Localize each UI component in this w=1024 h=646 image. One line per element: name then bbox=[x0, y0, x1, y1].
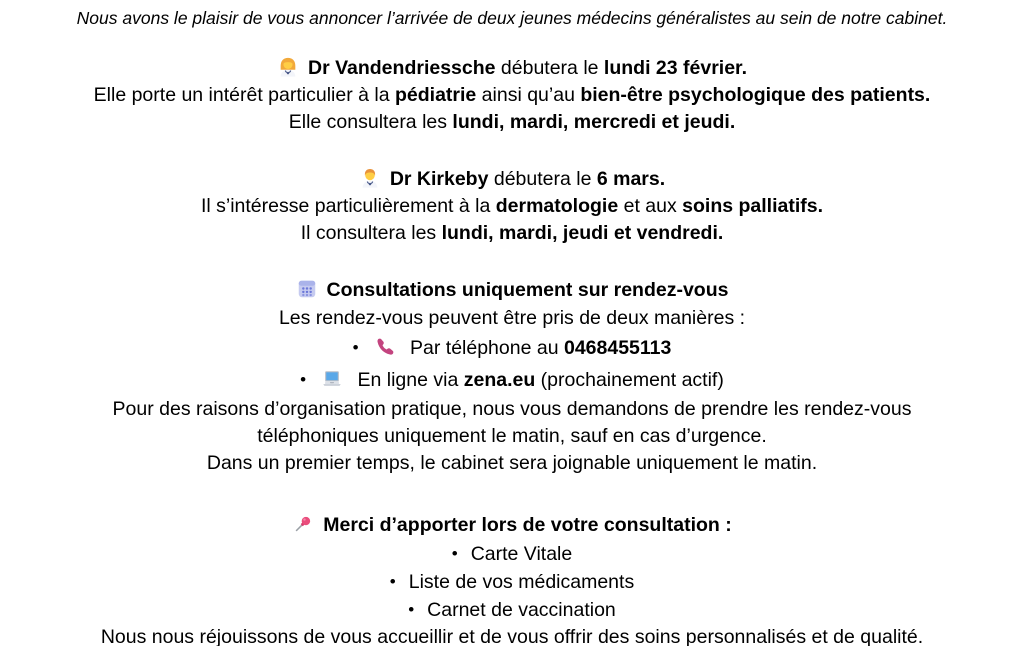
phone-hours-note: Pour des raisons d’organisation pratique, nous vous demandons de prendre les rendez-vous téléphoniques uniquement le matin, sauf en cas d’urgence. bbox=[112, 398, 912, 447]
telephone-receiver-icon bbox=[374, 336, 396, 358]
bullet-point: • bbox=[389, 572, 396, 591]
doctor2-debut-date: 6 mars. bbox=[596, 168, 666, 190]
closing-line: Nous nous réjouissons de vous accueillir et de vous offrir des soins personnalisés et de qualité. bbox=[100, 626, 924, 646]
bullet-point: • bbox=[408, 600, 415, 619]
appointments-heading: Consultations uniquement sur rendez-vous bbox=[0, 276, 1024, 305]
doctor1-name: Dr Vandendriessche bbox=[308, 57, 496, 79]
doctor1-interest-line: Elle porte un intérêt particulier à la pédiatrie ainsi qu’au bien-être psychologique des patients. bbox=[93, 84, 931, 106]
phone-option-line: • Par téléphone au 0468455113 bbox=[0, 332, 1024, 364]
doctor1-debut-line bbox=[0, 55, 1024, 82]
bring-heading: Merci d’apporter lors de votre consultation : bbox=[0, 511, 1024, 540]
pushpin-icon bbox=[292, 513, 314, 535]
doctor1-debut-date: lundi 23 février. bbox=[603, 57, 747, 79]
doctor2-debut-text: débutera le bbox=[488, 168, 597, 190]
phone-number: 0468455113 bbox=[563, 337, 672, 359]
online-site: zena.eu bbox=[463, 369, 536, 391]
intro-line: Nous avons le plaisir de vous annoncer l’arrivée de deux jeunes médecins généralistes au sein de notre cabinet. bbox=[76, 8, 948, 28]
bring-section bbox=[0, 511, 1024, 646]
doctor2-debut-line bbox=[0, 166, 1024, 193]
doctor1-debut-text: débutera le bbox=[495, 57, 604, 79]
woman-health-worker-icon bbox=[277, 56, 299, 78]
doctor1-schedule-line: Elle consultera les lundi, mardi, mercredi et jeudi. bbox=[288, 111, 736, 133]
doctor1-section bbox=[0, 55, 1024, 136]
online-option-line: • En ligne via zena.eu (prochainement actif) bbox=[0, 364, 1024, 396]
doctor1-interest-1: pédiatrie bbox=[394, 84, 477, 106]
appointments-subheading: Les rendez-vous peuvent être pris de deux manières : bbox=[278, 307, 746, 329]
bullet-point: • bbox=[300, 370, 307, 389]
doctor2-interest-1: dermatologie bbox=[495, 195, 619, 217]
availability-note: Dans un premier temps, le cabinet sera joignable uniquement le matin. bbox=[206, 452, 818, 474]
doctor2-section bbox=[0, 166, 1024, 247]
laptop-icon bbox=[321, 368, 343, 390]
doctor1-schedule-days: lundi, mardi, mercredi et jeudi. bbox=[452, 111, 736, 133]
doctor2-interest-line: Il s’intéresse particulièrement à la dermatologie et aux soins palliatifs. bbox=[200, 195, 824, 217]
man-health-worker-icon bbox=[359, 167, 381, 189]
bullet-point: • bbox=[352, 338, 359, 357]
bring-item: • Liste de vos médicaments bbox=[0, 568, 1024, 596]
doctor2-schedule-days: lundi, mardi, jeudi et vendredi. bbox=[441, 222, 724, 244]
appointments-section bbox=[0, 276, 1024, 477]
calendar-icon bbox=[296, 278, 318, 300]
doctor2-name: Dr Kirkeby bbox=[389, 168, 489, 190]
bring-item: • Carte Vitale bbox=[0, 540, 1024, 568]
doctor2-interest-2: soins palliatifs. bbox=[682, 195, 824, 217]
bullet-point: • bbox=[451, 544, 458, 563]
doctor1-interest-2: bien-être psychologique des patients. bbox=[580, 84, 931, 106]
doctor2-schedule-line: Il consultera les lundi, mardi, jeudi et vendredi. bbox=[300, 222, 724, 244]
bring-item: • Carnet de vaccination bbox=[0, 596, 1024, 624]
